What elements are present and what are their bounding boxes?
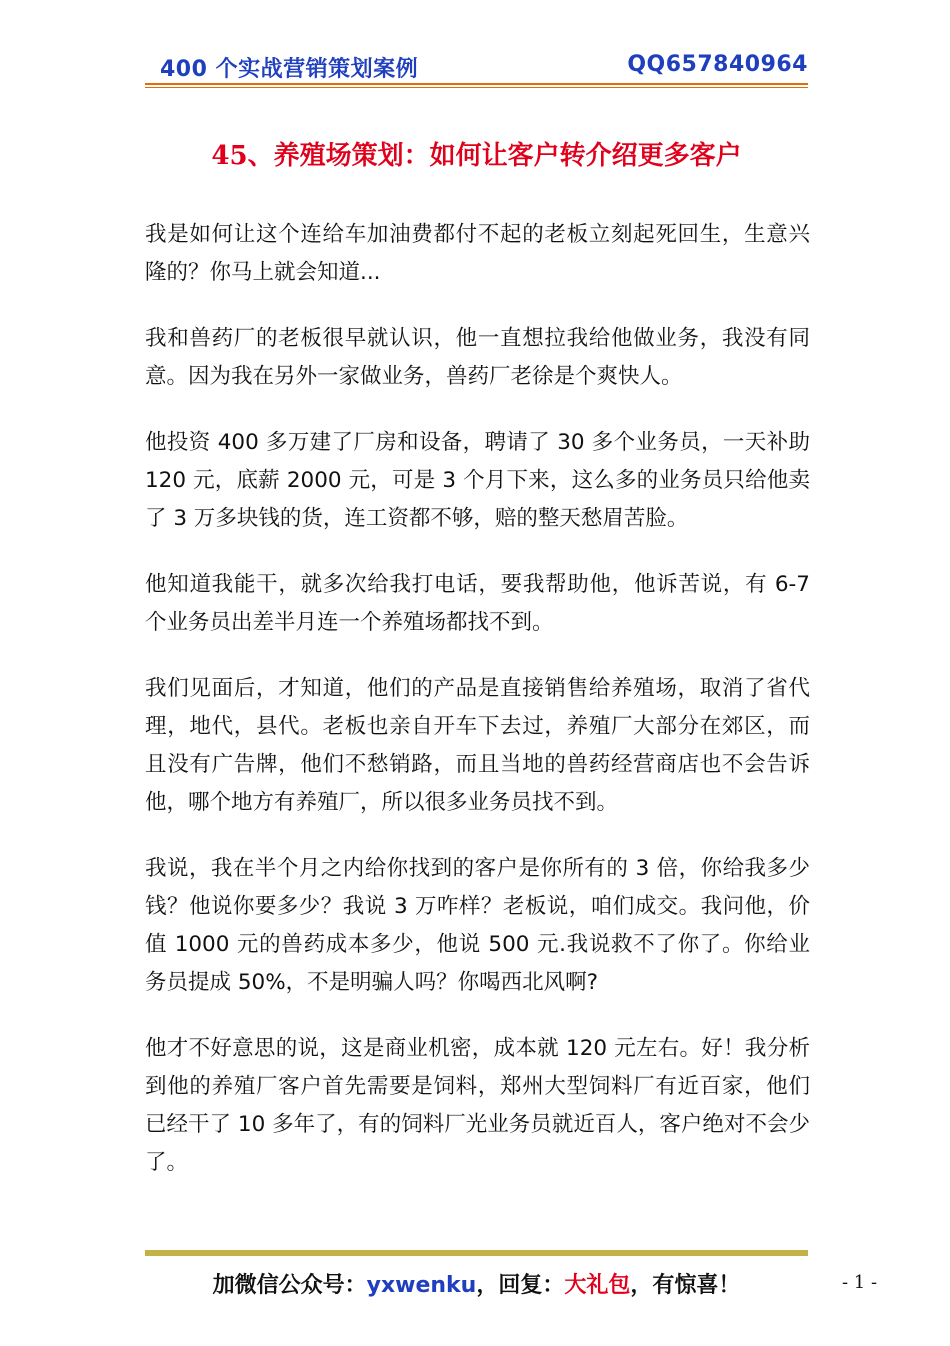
header-divider-thin (145, 87, 808, 88)
paragraph: 我们见面后，才知道，他们的产品是直接销售给养殖场，取消了省代理，地代，县代。老板也亲自开车下去过，养殖厂大部分在郊区，而且没有广告牌，他们不愁销路，而且当地的兽药经营商店也不会告诉他，哪个地方有养殖厂，所以很多业务员找不到。 (145, 676, 810, 815)
paragraph: 我说，我在半个月之内给你找到的客户是你所有的 3 倍，你给我多少钱？他说你要多少？我说 3 万咋样？老板说，咱们成交。我问他，价值 1000 元的兽药成本多少，他说 500 元.我说救不了你了。你给业务员提成 50%，不是明骗人吗？你喝西北风啊? (145, 856, 810, 995)
header-series-title: 400 个实战营销策划案例 (160, 57, 419, 82)
header-divider (145, 83, 808, 85)
header-qq-contact: QQ657840964 (627, 52, 808, 77)
paragraph: 他投资 400 多万建了厂房和设备，聘请了 30 多个业务员，一天补助 120 元，底薪 2000 元，可是 3 个月下来，这么多的业务员只给他卖了 3 万多块钱的货，连工资都不够，赔的整天愁眉苦脸。 (145, 430, 810, 531)
footer-middle: ，回复： (476, 1273, 565, 1298)
paragraph: 他知道我能干，就多次给我打电话，要我帮助他，他诉苦说，有 6-7 个业务员出差半月连一个养殖场都找不到。 (145, 572, 810, 635)
footer-gift-keyword: 大礼包 (564, 1273, 631, 1298)
paragraph: 我是如何让这个连给车加油费都付不起的老板立刻起死回生，生意兴隆的？你马上就会知道... (145, 222, 810, 285)
paragraph: 他才不好意思的说，这是商业机密，成本就 120 元左右。好！我分析到他的养殖厂客户首先需要是饲料，郑州大型饲料厂有近百家，他们已经干了 10 多年了，有的饲料厂光业务员就近百人，客户绝对不会少了。 (145, 1036, 810, 1175)
footer-account-id: yxwenku (366, 1273, 477, 1298)
footer-divider (145, 1250, 808, 1256)
footer-prefix: 加微信公众号： (212, 1273, 367, 1298)
page-number: - 1 - (842, 1272, 878, 1293)
paragraph: 我和兽药厂的老板很早就认识，他一直想拉我给他做业务，我没有同意。因为我在另外一家做业务，兽药厂老徐是个爽快人。 (145, 326, 810, 389)
page-header (145, 50, 808, 90)
article-body (145, 216, 810, 1210)
article-title: 45、养殖场策划：如何让客户转介绍更多客户 (211, 141, 742, 171)
footer-suffix: ，有惊喜！ (630, 1273, 741, 1298)
footer-promo (145, 1268, 808, 1299)
